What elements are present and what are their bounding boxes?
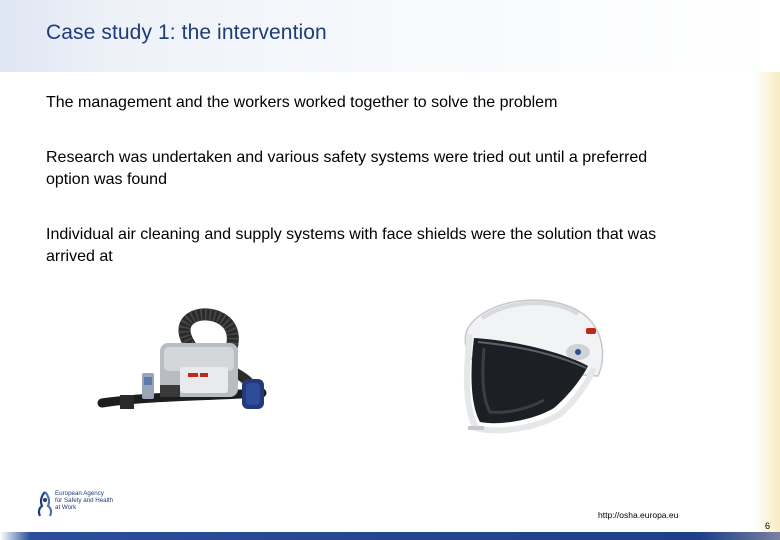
slide-title: Case study 1: the intervention [46,21,327,44]
logo-agency-name: European Agency for Safety and Health at Work [55,490,114,511]
footer-url: http://osha.europa.eu [598,510,679,520]
bullet-text-3: Individual air cleaning and supply systems with face shields were the solution that was arrived at [46,226,657,265]
decorative-side-band [754,72,780,534]
face-shield-helmet-photo [438,288,618,448]
bottom-color-bar [0,532,780,540]
page-number: 6 [764,521,770,531]
eu-osha-emblem-icon [36,490,54,518]
bullet-text-2: Research was undertaken and various safety systems were tried out until a preferred option was found [46,149,648,188]
respirator-unit-photo [92,305,292,435]
bullet-text-1: The management and the workers worked together to solve the problem [46,94,558,111]
eu-osha-logo [36,490,156,520]
